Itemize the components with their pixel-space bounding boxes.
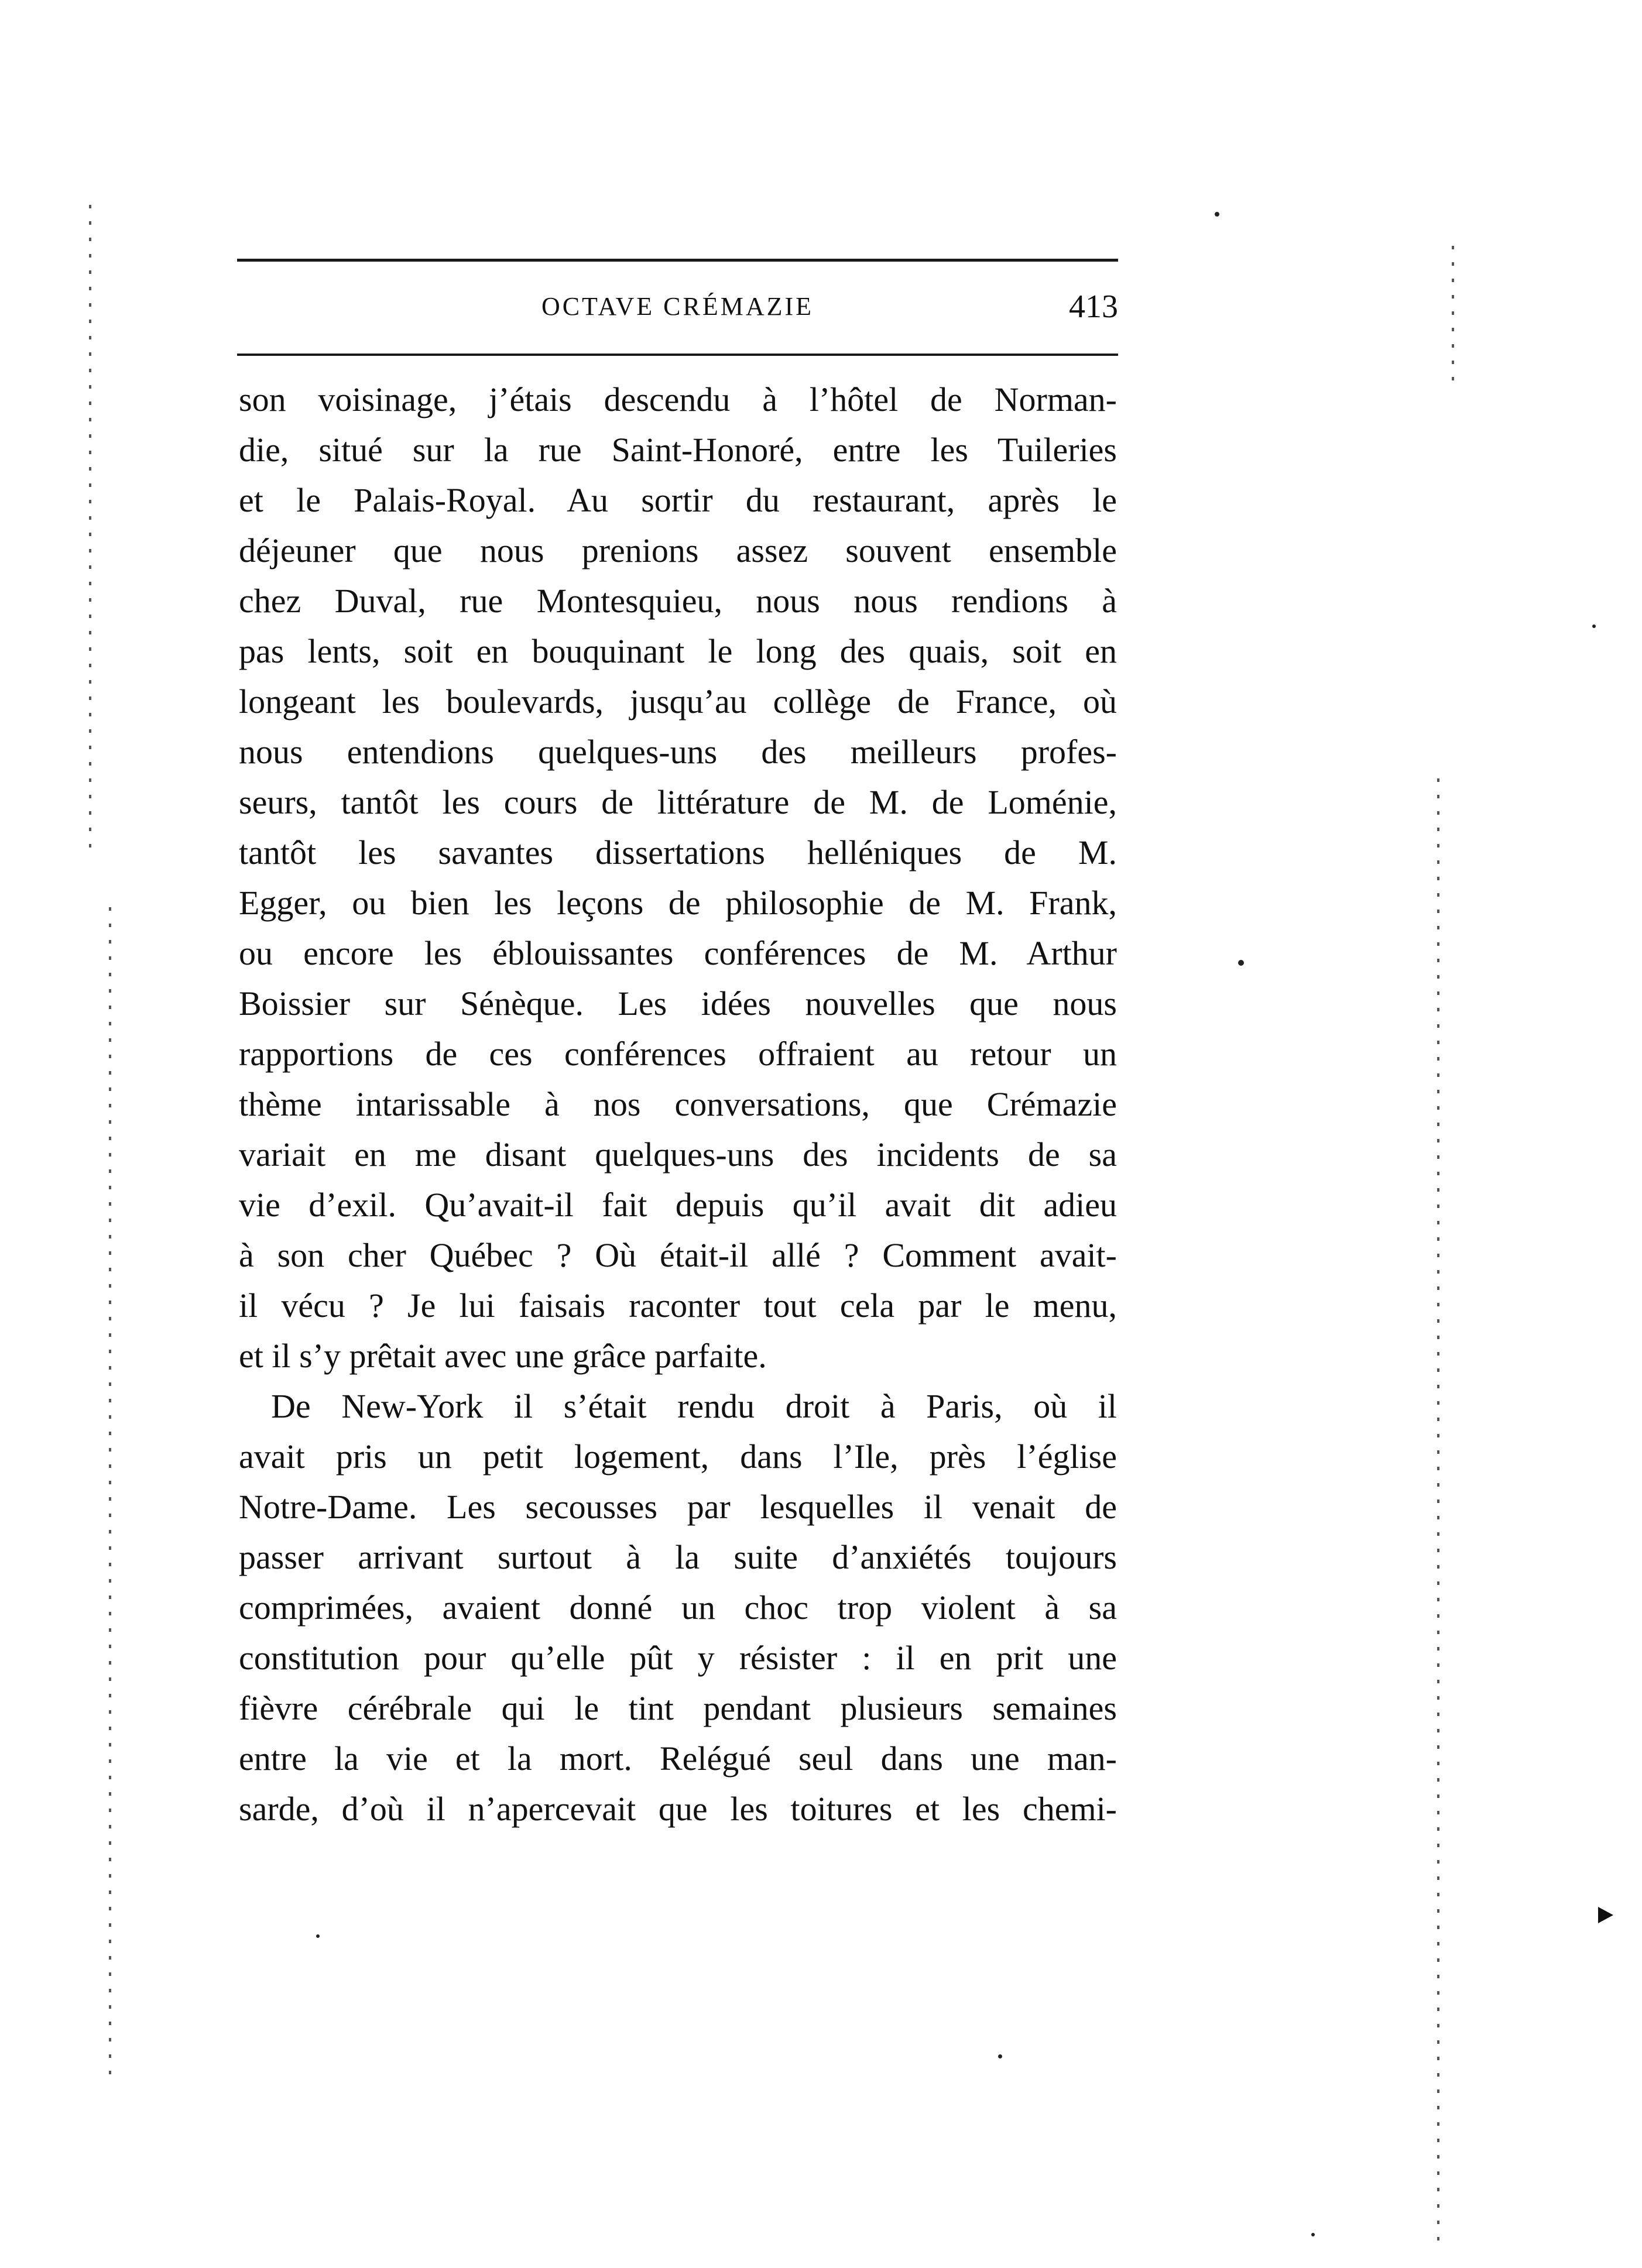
text-line: die, situé sur la rue Saint-Honoré, entre les Tuileries (239, 431, 1117, 469)
text-line: sarde, d’où il n’apercevait que les toitures et les chemi- (239, 1790, 1117, 1828)
body-text (239, 375, 1117, 1834)
text-line: il vécu ? Je lui faisais raconter tout cela par le menu, (239, 1286, 1117, 1325)
text-line: chez Duval, rue Montesquieu, nous nous rendions à (239, 582, 1117, 620)
text-line: comprimées, avaient donné un choc trop violent à sa (239, 1588, 1117, 1627)
scan-speck (1311, 2233, 1315, 2236)
header-rule-bottom (237, 354, 1118, 356)
text-line: De New-York il s’était rendu droit à Paris, où il (271, 1387, 1117, 1425)
text-line: Egger, ou bien les leçons de philosophie de M. Frank, (239, 884, 1117, 922)
text-line: déjeuner que nous prenions assez souvent ensemble (239, 531, 1117, 569)
text-line: seurs, tantôt les cours de littérature de M. de Loménie, (239, 783, 1117, 821)
text-line: Notre-Dame. Les secousses par lesquelles il venait de (239, 1488, 1117, 1526)
text-line: à son cher Québec ? Où était-il allé ? Comment avait- (239, 1236, 1117, 1274)
text-line: tantôt les savantes dissertations helléniques de M. (239, 833, 1117, 871)
left-edge-marks (109, 907, 111, 2078)
text-line: son voisinage, j’étais descendu à l’hôtel de Norman- (239, 380, 1117, 418)
text-line: passer arrivant surtout à la suite d’anxiétés toujours (239, 1538, 1117, 1576)
running-head (237, 288, 1118, 335)
text-line: thème intarissable à nos conversations, que Crémazie (239, 1085, 1117, 1123)
scan-speck (998, 2054, 1002, 2058)
text-line: vie d’exil. Qu’avait-il fait depuis qu’il avait dit adieu (239, 1186, 1117, 1224)
text-line: longeant les boulevards, jusqu’au collège de France, où (239, 682, 1117, 720)
text-line: fièvre cérébrale qui le tint pendant plusieurs semaines (239, 1689, 1117, 1727)
text-line: et le Palais-Royal. Au sortir du restaurant, après le (239, 481, 1117, 519)
text-line: entre la vie et la mort. Relégué seul dans une man- (239, 1739, 1117, 1778)
scan-speck (1215, 212, 1219, 217)
text-line: Boissier sur Sénèque. Les idées nouvelles que nous (239, 984, 1117, 1023)
text-line: avait pris un petit logement, dans l’Ile, près l’église (239, 1437, 1117, 1476)
scan-speck (316, 1934, 320, 1938)
left-edge-marks (89, 205, 91, 849)
header-rule-top (237, 259, 1118, 262)
running-title: OCTAVE CRÉMAZIE (541, 292, 814, 321)
text-line: et il s’y prêtait avec une grâce parfaite. (239, 1337, 767, 1375)
right-edge-marks (1452, 246, 1454, 386)
scan-speck (1238, 960, 1244, 966)
right-edge-marks (1437, 778, 1439, 2242)
text-line: pas lents, soit en bouquinant le long des quais, soit en (239, 632, 1117, 670)
text-line: nous entendions quelques-uns des meilleurs profes- (239, 733, 1117, 771)
text-line: constitution pour qu’elle pût y résister : il en prit une (239, 1639, 1117, 1677)
text-line: ou encore les éblouissantes conférences de M. Arthur (239, 934, 1117, 972)
text-line: rapportions de ces conférences offraient au retour un (239, 1035, 1117, 1073)
text-line: variait en me disant quelques-uns des incidents de sa (239, 1135, 1117, 1174)
page-number: 413 (1069, 289, 1118, 325)
scan-speck (1592, 625, 1596, 628)
scan-arrow-mark (1598, 1907, 1613, 1923)
